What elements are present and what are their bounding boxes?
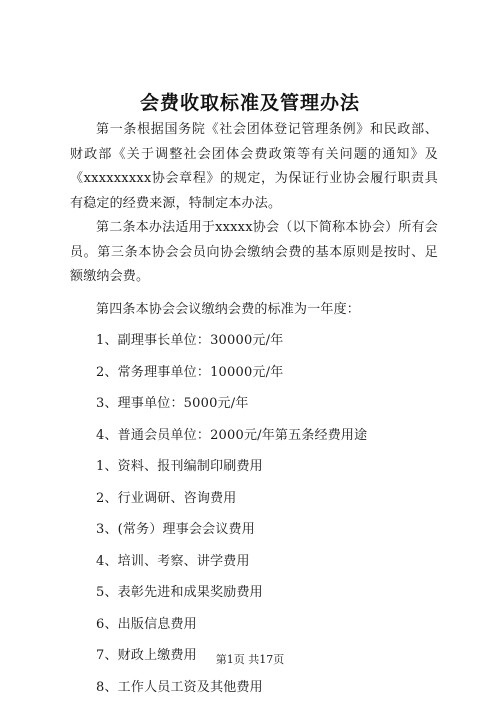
- page-number-footer: 第1页 共17页: [215, 653, 285, 666]
- article-2-3-paragraph: 第二条本办法适用于xxxxx协会（以下简称本协会）所有会员。第三条本协会会员向协会缴纳会费的基本原则是按时、足额缴纳会费。: [70, 220, 438, 284]
- document-title: 会费收取标准及管理办法: [139, 92, 360, 114]
- list-item: 1、资料、报刊编制印刷费用: [96, 459, 263, 474]
- list-item: 1、副理事长单位：30000元/年: [96, 333, 284, 348]
- list-item: 7、财政上缴费用: [96, 648, 197, 663]
- list-item: 6、出版信息费用: [96, 616, 197, 632]
- document-body: [70, 118, 438, 703]
- fee-standard-list: [70, 325, 438, 451]
- list-item: 3、(常务）理事会会议费用: [96, 522, 255, 537]
- article-1-paragraph: 第一条根据国务院《社会团体登记管理条例》和民政部、财政部《关于调整社会团体会费政策等有关问题的通知》及《xxxxxxxxx协会章程》的规定，为保证行业协会履行职责具有稳定的经费来源，特制定本办法。: [70, 122, 438, 211]
- list-item: 4、普通会员单位：2000元/年第五条经费用途: [96, 427, 368, 443]
- list-item: 4、培训、考察、讲学费用: [96, 553, 250, 569]
- fee-standard-heading: 第四条本协会会议缴纳会费的标准为一年度：: [96, 301, 361, 317]
- list-item: 2、常务理事单位：10000元/年: [96, 364, 284, 380]
- list-item: 5、表彰先进和成果奖励费用: [96, 585, 263, 600]
- list-item: 2、行业调研、咨询费用: [96, 490, 237, 506]
- list-item: 3、理事单位：5000元/年: [96, 396, 249, 411]
- list-item: 8、工作人员工资及其他费用: [96, 679, 263, 695]
